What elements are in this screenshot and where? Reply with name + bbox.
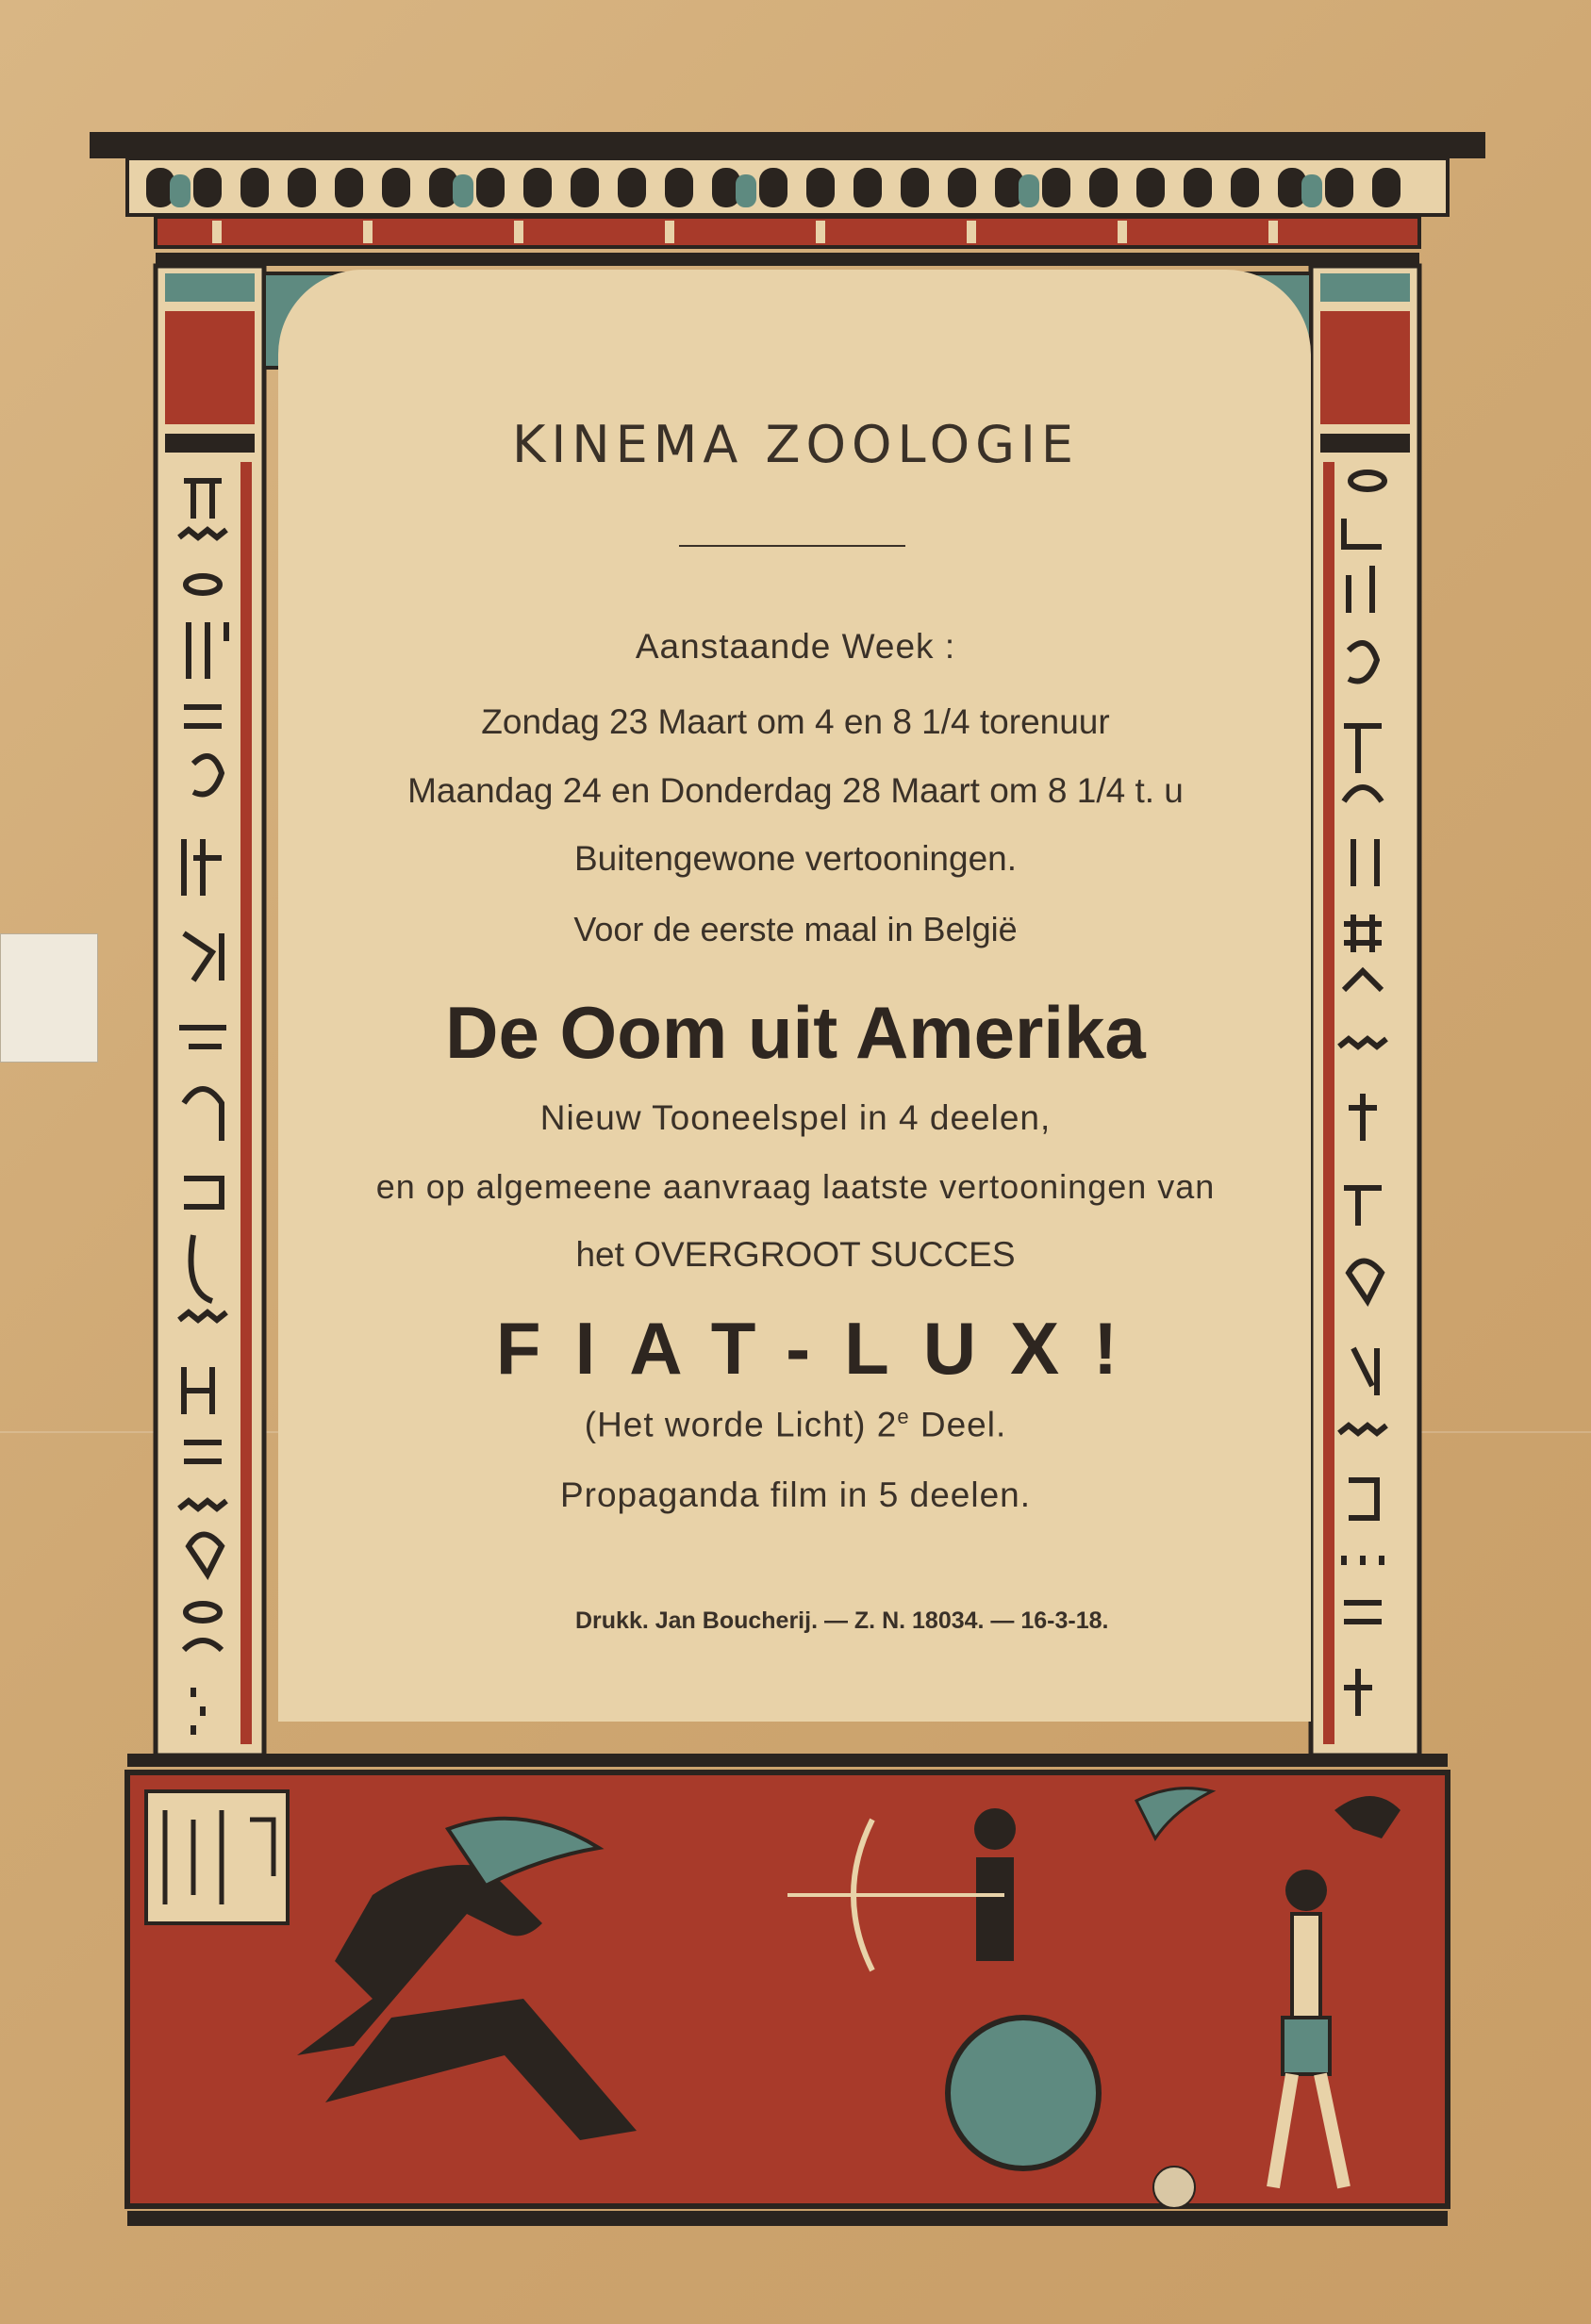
line-het-worde-licht bbox=[0, 1405, 1591, 1444]
subtitle-end: Deel. bbox=[909, 1405, 1007, 1444]
subtitle-main: (Het worde Licht) 2 bbox=[584, 1405, 898, 1444]
printer-imprint: Drukk. Jan Boucherij. — Z. N. 18034. — 16-3-18. bbox=[575, 1607, 1109, 1634]
feature-title-oom-uit-amerika: De Oom uit Amerika bbox=[445, 991, 1146, 1074]
title-separator bbox=[679, 545, 905, 547]
line-propaganda-film: Propaganda film in 5 deelen. bbox=[559, 1475, 1032, 1514]
line-monday-thursday-schedule: Maandag 24 en Donderdag 28 Maart om 8 1/4 t. u bbox=[407, 771, 1184, 810]
line-great-success: het OVERGROOT SUCCES bbox=[575, 1235, 1016, 1274]
line-popular-request: en op algemeene aanvraag laatste vertooningen van bbox=[375, 1167, 1216, 1206]
line-upcoming-week: Aanstaande Week : bbox=[635, 627, 956, 666]
line-sunday-schedule: Zondag 23 Maart om 4 en 8 1/4 torenuur bbox=[481, 702, 1110, 741]
feature-title-fiat-lux: FIAT-LUX! bbox=[495, 1307, 1152, 1390]
poster-title: KINEMA ZOOLOGIE bbox=[511, 415, 1080, 474]
line-first-time-belgium: Voor de eerste maal in België bbox=[573, 910, 1018, 948]
line-special-screenings: Buitengewone vertooningen. bbox=[573, 839, 1018, 878]
line-new-play: Nieuw Tooneelspel in 4 deelen, bbox=[539, 1098, 1052, 1137]
subtitle-superscript: e bbox=[897, 1405, 910, 1428]
